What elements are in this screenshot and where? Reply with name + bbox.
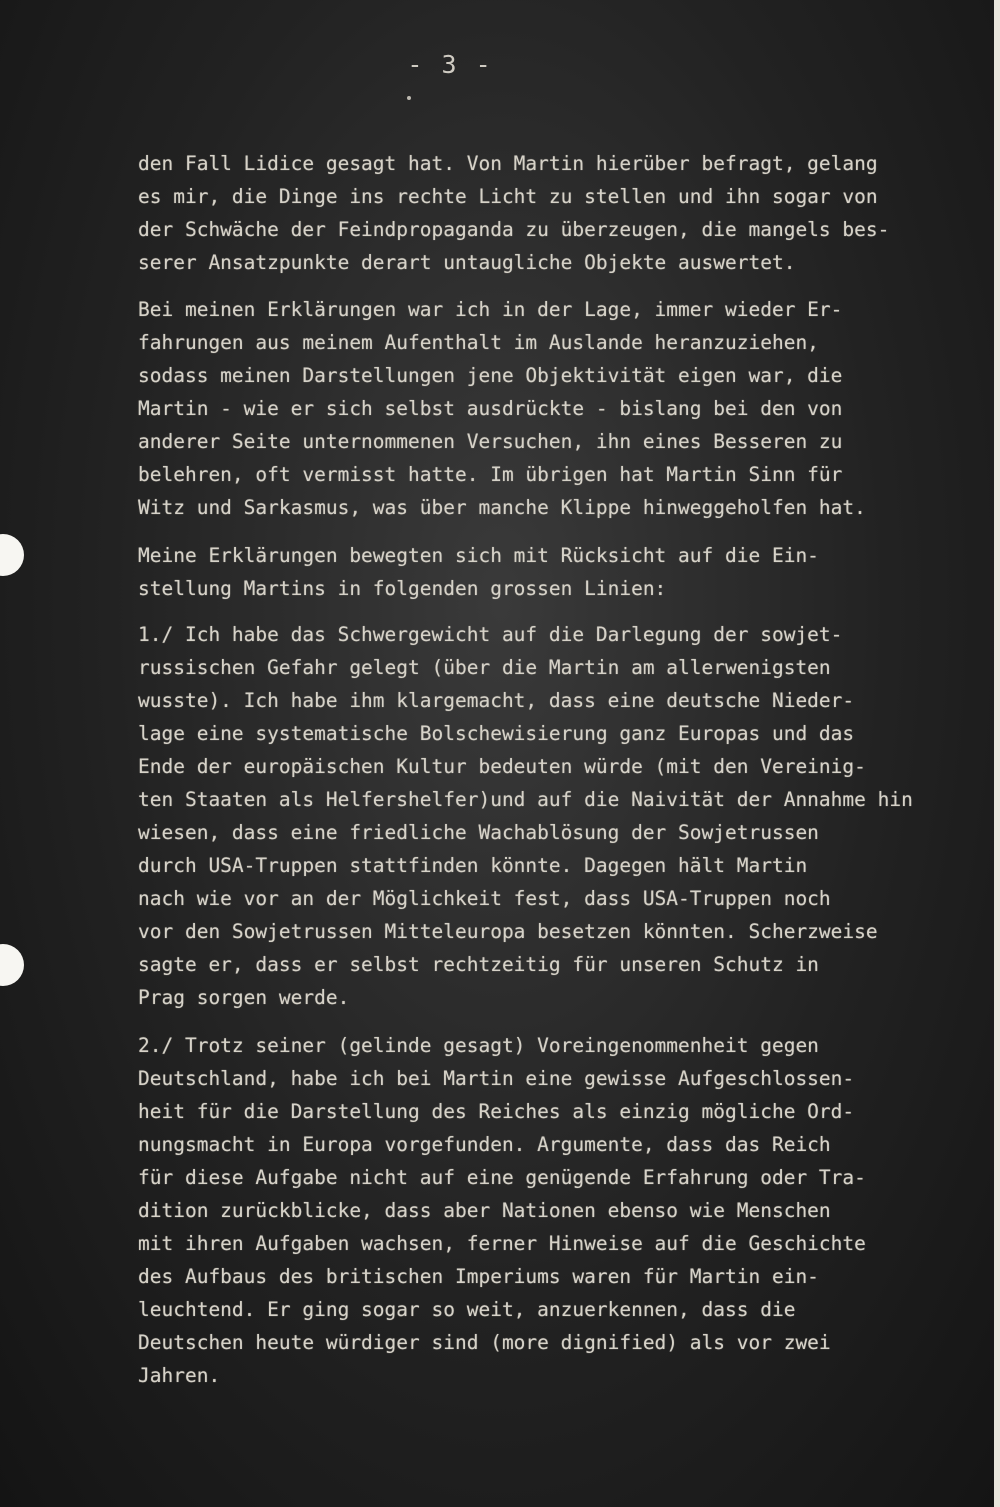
text-line: serer Ansatzpunkte derart untaugliche Objekte auswertet. bbox=[138, 251, 796, 274]
text-line: Deutschland, habe ich bei Martin eine gewisse Aufgeschlossen- bbox=[138, 1067, 855, 1090]
text-line: heit für die Darstellung des Reiches als einzig mögliche Ord- bbox=[138, 1100, 855, 1123]
text-line: belehren, oft vermisst hatte. Im übrigen hat Martin Sinn für bbox=[138, 463, 843, 486]
text-line: 2./ Trotz seiner (gelinde gesagt) Voreingenommenheit gegen bbox=[138, 1034, 819, 1057]
punch-hole-upper bbox=[0, 534, 24, 576]
text-line: vor den Sowjetrussen Mitteleuropa besetzen könnten. Scherzweise bbox=[138, 920, 878, 943]
text-line: Meine Erklärungen bewegten sich mit Rücksicht auf die Ein- bbox=[138, 544, 819, 567]
text-line: nach wie vor an der Möglichkeit fest, dass USA-Truppen noch bbox=[138, 887, 831, 910]
paragraph-1 bbox=[138, 147, 968, 279]
text-line: Martin - wie er sich selbst ausdrückte - bislang bei den von bbox=[138, 397, 843, 420]
text-line: Witz und Sarkasmus, was über manche Klippe hinweggeholfen hat. bbox=[138, 496, 866, 519]
paragraph-point-2 bbox=[138, 1029, 968, 1392]
text-line: russischen Gefahr gelegt (über die Martin am allerwenigsten bbox=[138, 656, 831, 679]
text-line: wusste). Ich habe ihm klargemacht, dass eine deutsche Nieder- bbox=[138, 689, 855, 712]
text-line: leuchtend. Er ging sogar so weit, anzuerkennen, dass die bbox=[138, 1298, 796, 1321]
text-line: Jahren. bbox=[138, 1364, 221, 1387]
text-line: wiesen, dass eine friedliche Wachablösung der Sowjetrussen bbox=[138, 821, 819, 844]
text-line: es mir, die Dinge ins rechte Licht zu stellen und ihn sogar von bbox=[138, 185, 878, 208]
text-line: für diese Aufgabe nicht auf eine genügende Erfahrung oder Tra- bbox=[138, 1166, 866, 1189]
punch-hole-lower bbox=[0, 944, 24, 986]
page-number: - 3 - bbox=[407, 50, 493, 79]
text-line: Bei meinen Erklärungen war ich in der Lage, immer wieder Er- bbox=[138, 298, 843, 321]
text-line: sodass meinen Darstellungen jene Objektivität eigen war, die bbox=[138, 364, 843, 387]
text-line: durch USA-Truppen stattfinden könnte. Dagegen hält Martin bbox=[138, 854, 808, 877]
text-line: der Schwäche der Feindpropaganda zu überzeugen, die mangels bes- bbox=[138, 218, 890, 241]
text-line: anderer Seite unternommenen Versuchen, ihn eines Besseren zu bbox=[138, 430, 843, 453]
text-line: lage eine systematische Bolschewisierung ganz Europas und das bbox=[138, 722, 855, 745]
text-line: 1./ Ich habe das Schwergewicht auf die Darlegung der sowjet- bbox=[138, 623, 843, 646]
page-edge bbox=[994, 0, 1000, 1507]
text-line: sagte er, dass er selbst rechtzeitig für unseren Schutz in bbox=[138, 953, 819, 976]
text-line: ten Staaten als Helfershelfer)und auf die Naivität der Annahme hin bbox=[138, 788, 913, 811]
text-line: des Aufbaus des britischen Imperiums waren für Martin ein- bbox=[138, 1265, 819, 1288]
text-line: fahrungen aus meinem Aufenthalt im Auslande heranzuziehen, bbox=[138, 331, 819, 354]
text-line: nungsmacht in Europa vorgefunden. Argumente, dass das Reich bbox=[138, 1133, 831, 1156]
text-line: den Fall Lidice gesagt hat. Von Martin hierüber befragt, gelang bbox=[138, 152, 878, 175]
text-line: Ende der europäischen Kultur bedeuten würde (mit den Vereinig- bbox=[138, 755, 866, 778]
ink-speck bbox=[407, 96, 411, 100]
text-line: Prag sorgen werde. bbox=[138, 986, 350, 1009]
paragraph-2 bbox=[138, 293, 968, 524]
text-line: mit ihren Aufgaben wachsen, ferner Hinweise auf die Geschichte bbox=[138, 1232, 866, 1255]
paragraph-3 bbox=[138, 539, 968, 605]
paragraph-point-1 bbox=[138, 618, 968, 1014]
text-line: Deutschen heute würdiger sind (more dignified) als vor zwei bbox=[138, 1331, 831, 1354]
text-line: stellung Martins in folgenden grossen Linien: bbox=[138, 577, 667, 600]
text-line: dition zurückblicke, dass aber Nationen ebenso wie Menschen bbox=[138, 1199, 831, 1222]
